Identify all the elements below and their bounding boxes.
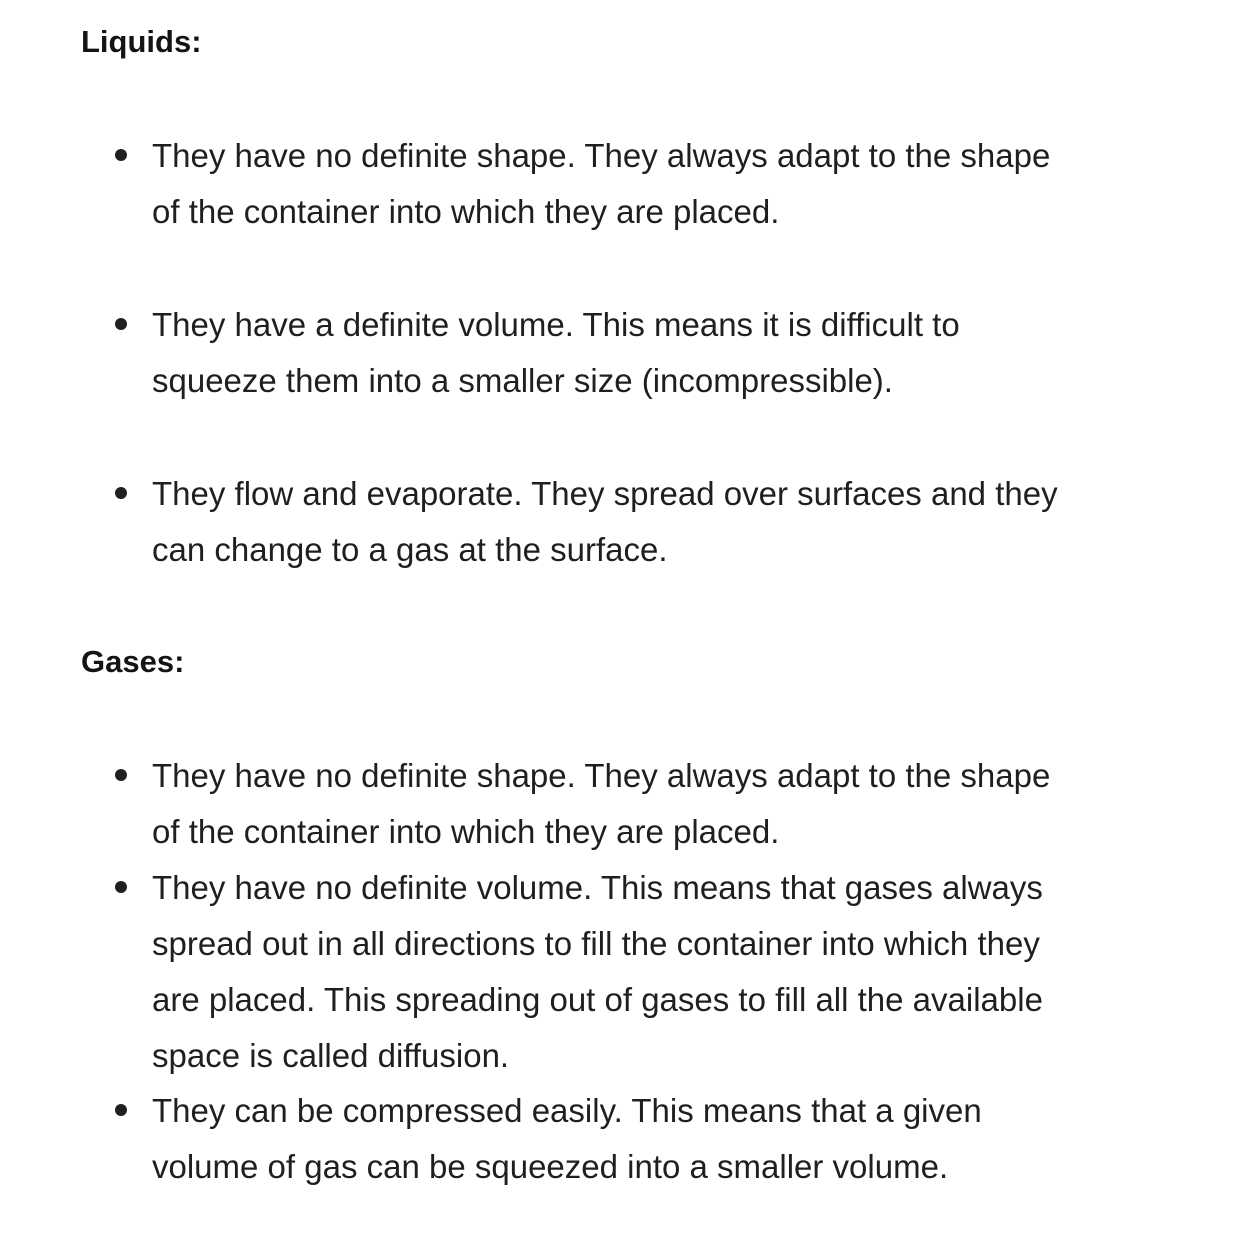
list-item-line: They have no definite volume. This means that gases always [152, 869, 1043, 906]
bullet-icon [115, 881, 127, 893]
bullet-icon [115, 487, 127, 499]
bullet-icon [115, 1104, 127, 1116]
list-item [152, 748, 1142, 860]
list-item-line: spread out in all directions to fill the container into which they [152, 925, 1040, 962]
bullet-icon [115, 149, 127, 161]
list-item-line: They have no definite shape. They always adapt to the shape [152, 137, 1051, 174]
list-item-line: They flow and evaporate. They spread over surfaces and they [152, 475, 1058, 512]
list-item [152, 466, 1142, 578]
list-item-line: of the container into which they are placed. [152, 813, 780, 850]
list-item-line: can change to a gas at the surface. [152, 531, 668, 568]
list-item-line: squeeze them into a smaller size (incompressible). [152, 362, 893, 399]
list-item-line: volume of gas can be squeezed into a smaller volume. [152, 1148, 949, 1185]
liquids-heading: Liquids: [81, 24, 202, 59]
list-item [152, 860, 1142, 1084]
list-item [152, 1083, 1142, 1195]
list-item-line: of the container into which they are placed. [152, 193, 780, 230]
list-item-line: are placed. This spreading out of gases to fill all the available [152, 981, 1043, 1018]
gases-heading: Gases: [81, 644, 185, 679]
list-item-line: They can be compressed easily. This means that a given [152, 1092, 982, 1129]
bullet-icon [115, 318, 127, 330]
bullet-icon [115, 769, 127, 781]
list-item-line: They have no definite shape. They always adapt to the shape [152, 757, 1051, 794]
list-item [152, 297, 1142, 409]
list-item-line: They have a definite volume. This means it is difficult to [152, 306, 960, 343]
list-item-line: space is called diffusion. [152, 1037, 510, 1074]
list-item [152, 128, 1142, 240]
